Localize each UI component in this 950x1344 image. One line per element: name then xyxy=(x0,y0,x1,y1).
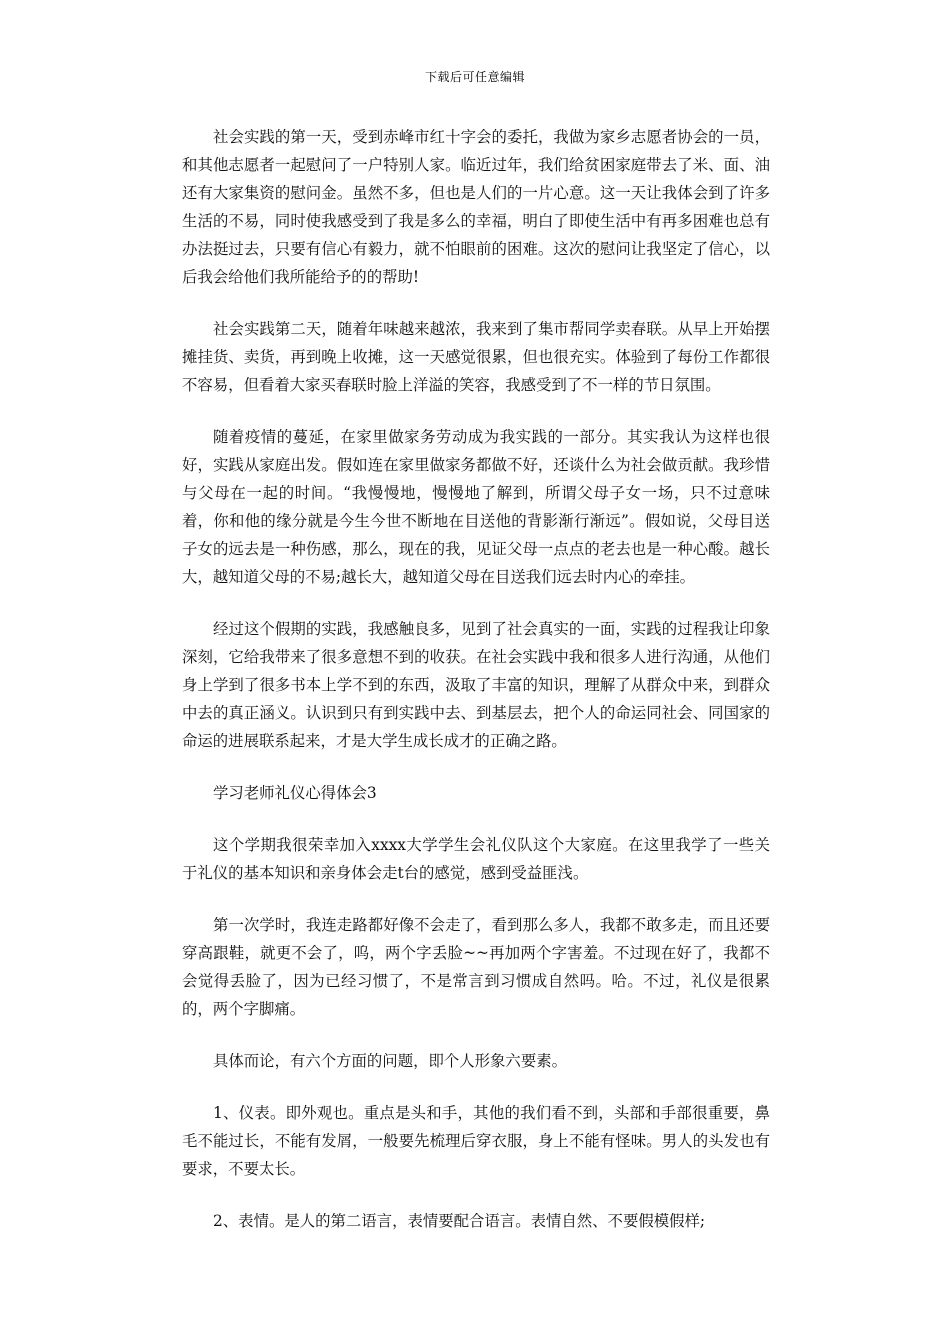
paragraph: 第一次学时，我连走路都好像不会走了，看到那么多人，我都不敢多走，而且还要穿高跟鞋，就更不会了，呜，两个字丢脸~~再加两个字害羞。不过现在好了，我都不会觉得丢脸了，因为已经习惯了，不是常言到习惯成自然吗。哈。不过，礼仪是很累的，两个字脚痛。 xyxy=(182,916,770,1018)
paragraph: 这个学期我很荣幸加入xxxx大学学生会礼仪队这个大家庭。在这里我学了一些关于礼仪的基本知识和亲身体会走t台的感觉，感到受益匪浅。 xyxy=(182,836,770,882)
document-body xyxy=(182,123,770,1259)
paragraph: 2、表情。是人的第二语言，表情要配合语言。表情自然、不要假模假样; xyxy=(213,1212,706,1230)
page-header: 下载后可任意编辑 xyxy=(424,70,525,84)
paragraph: 经过这个假期的实践，我感触良多，见到了社会真实的一面，实践的过程我让印象深刻，它给我带来了很多意想不到的收获。在社会实践中我和很多人进行沟通，从他们身上学到了很多书本上学不到的东西，汲取了丰富的知识，理解了从群众中来，到群众中去的真正涵义。认识到只有到实践中去、到基层去，把个人的命运同社会、同国家的命运的进展联系起来，才是大学生成长成才的正确之路。 xyxy=(182,620,770,750)
paragraph: 具体而论，有六个方面的问题，即个人形象六要素。 xyxy=(213,1052,567,1070)
paragraph: 社会实践的第一天，受到赤峰市红十字会的委托，我做为家乡志愿者协会的一员，和其他志愿者一起慰问了一户特别人家。临近过年，我们给贫困家庭带去了米、面、油还有大家集资的慰问金。虽然不多，但也是人们的一片心意。这一天让我体会到了许多生活的不易，同时使我感受到了我是多么的幸福，明白了即使生活中有再多困难也总有办法挺过去，只要有信心有毅力，就不怕眼前的困难。这次的慰问让我坚定了信心，以后我会给他们我所能给予的的帮助! xyxy=(182,128,770,286)
paragraph: 1、仪表。即外观也。重点是头和手，其他的我们看不到，头部和手部很重要，鼻毛不能过长，不能有发屑，一般要先梳理后穿衣服，身上不能有怪味。男人的头发也有要求，不要太长。 xyxy=(182,1104,770,1178)
paragraph: 随着疫情的蔓延，在家里做家务劳动成为我实践的一部分。其实我认为这样也很好，实践从家庭出发。假如连在家里做家务都做不好，还谈什么为社会做贡献。我珍惜与父母在一起的时间。“我慢慢地，慢慢地了解到，所谓父母子女一场，只不过意味着，你和他的缘分就是今生今世不断地在目送他的背影渐行渐远”。假如说，父母目送子女的远去是一种伤感，那么，现在的我，见证父母一点点的老去也是一种心酸。越长大，越知道父母的不易;越长大，越知道父母在目送我们远去时内心的牵挂。 xyxy=(182,428,770,586)
paragraph: 社会实践第二天，随着年味越来越浓，我来到了集市帮同学卖春联。从早上开始摆摊挂货、卖货，再到晚上收摊，这一天感觉很累，但也很充实。体验到了每份工作都很不容易，但看着大家买春联时脸上洋溢的笑容，我感受到了不一样的节日氛围。 xyxy=(182,320,770,394)
section-heading: 学习老师礼仪心得体会3 xyxy=(213,784,377,802)
